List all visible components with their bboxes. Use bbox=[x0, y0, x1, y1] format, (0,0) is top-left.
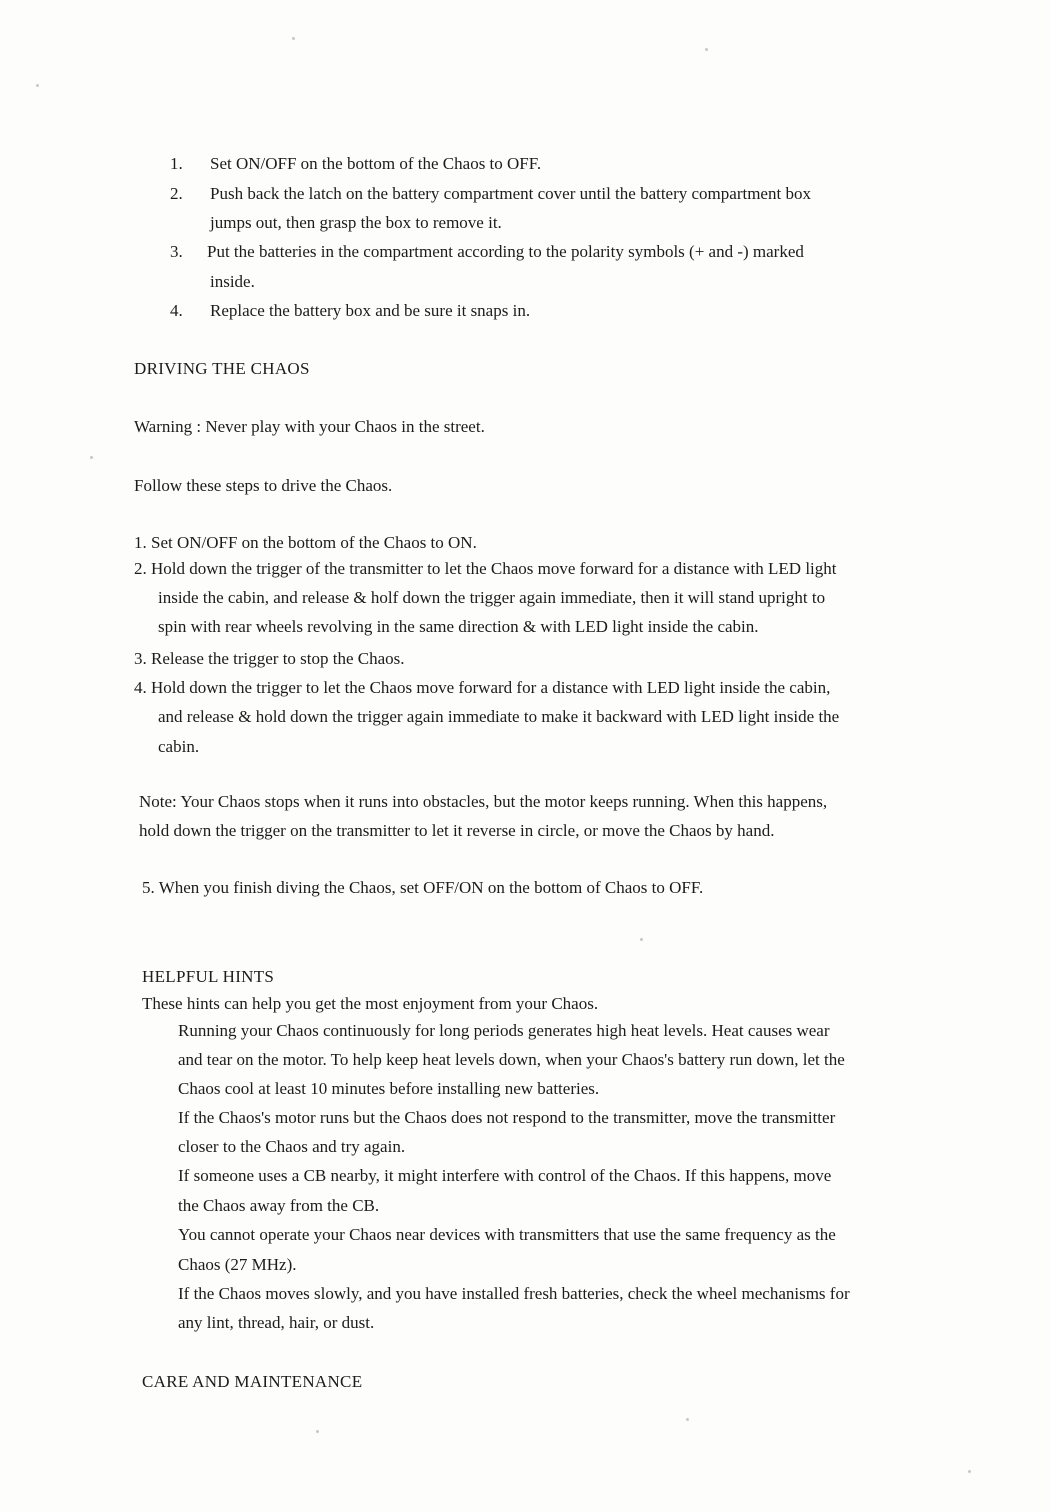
driving-step-line: 1. Set ON/OFF on the bottom of the Chaos to ON. bbox=[134, 533, 477, 552]
top-step-line: jumps out, then grasp the box to remove it. bbox=[210, 213, 502, 232]
hint-line: If someone uses a CB nearby, it might interfere with control of the Chaos. If this happens, move bbox=[178, 1166, 832, 1185]
driving-step-line: 2. Hold down the trigger of the transmitter to let the Chaos move forward for a distance with LED light bbox=[134, 559, 837, 578]
driving-step-5: 5. When you finish diving the Chaos, set OFF/ON on the bottom of Chaos to OFF. bbox=[142, 878, 704, 897]
driving-step-line: 4. Hold down the trigger to let the Chaos move forward for a distance with LED light inside the cabin, bbox=[134, 678, 831, 697]
hints-heading: HELPFUL HINTS bbox=[142, 967, 275, 986]
hint-line: closer to the Chaos and try again. bbox=[178, 1137, 406, 1156]
driving-warning: Warning : Never play with your Chaos in the street. bbox=[134, 417, 485, 436]
driving-step-line: and release & hold down the trigger again immediate to make it backward with LED light inside the bbox=[158, 707, 840, 726]
scan-speck bbox=[640, 938, 643, 941]
top-step-number: 2. bbox=[170, 184, 183, 203]
top-step-line: Replace the battery box and be sure it snaps in. bbox=[210, 301, 531, 320]
hint-line: If the Chaos's motor runs but the Chaos does not respond to the transmitter, move the transmitter bbox=[178, 1108, 836, 1127]
care-heading: CARE AND MAINTENANCE bbox=[142, 1372, 363, 1391]
top-step-number: 4. bbox=[170, 301, 183, 320]
top-step-line: Put the batteries in the compartment according to the polarity symbols (+ and -) marked bbox=[207, 242, 804, 261]
top-step-line: inside. bbox=[210, 272, 255, 291]
driving-step-line: spin with rear wheels revolving in the same direction & with LED light inside the cabin. bbox=[158, 617, 759, 636]
driving-note-line: Note: Your Chaos stops when it runs into obstacles, but the motor keeps running. When this happens, bbox=[139, 792, 828, 811]
hint-line: Chaos (27 MHz). bbox=[178, 1255, 297, 1274]
hint-line: You cannot operate your Chaos near devices with transmitters that use the same frequency as the bbox=[178, 1225, 836, 1244]
top-step-number: 3. bbox=[170, 242, 183, 261]
driving-heading: DRIVING THE CHAOS bbox=[134, 359, 310, 378]
driving-step-line: 3. Release the trigger to stop the Chaos. bbox=[134, 649, 405, 668]
driving-intro: Follow these steps to drive the Chaos. bbox=[134, 476, 393, 495]
scan-speck bbox=[705, 48, 708, 51]
hint-line: any lint, thread, hair, or dust. bbox=[178, 1313, 375, 1332]
hints-intro: These hints can help you get the most enjoyment from your Chaos. bbox=[142, 994, 599, 1013]
hint-line: the Chaos away from the CB. bbox=[178, 1196, 380, 1215]
scan-speck bbox=[316, 1430, 319, 1433]
scan-speck bbox=[90, 456, 93, 459]
scan-speck bbox=[292, 37, 295, 40]
hint-line: Chaos cool at least 10 minutes before installing new batteries. bbox=[178, 1079, 600, 1098]
top-step-number: 1. bbox=[170, 154, 183, 173]
driving-note-line: hold down the trigger on the transmitter to let it reverse in circle, or move the Chaos by hand. bbox=[139, 821, 775, 840]
scan-speck bbox=[968, 1470, 971, 1473]
hint-line: If the Chaos moves slowly, and you have installed fresh batteries, check the wheel mechanisms for bbox=[178, 1284, 850, 1303]
hint-line: Running your Chaos continuously for long periods generates high heat levels. Heat causes wear bbox=[178, 1021, 830, 1040]
top-step-line: Set ON/OFF on the bottom of the Chaos to OFF. bbox=[210, 154, 542, 173]
hint-line: and tear on the motor. To help keep heat levels down, when your Chaos's battery run down, let the bbox=[178, 1050, 845, 1069]
scan-speck bbox=[36, 84, 39, 87]
top-step-line: Push back the latch on the battery compartment cover until the battery compartment box bbox=[210, 184, 811, 203]
driving-step-line: cabin. bbox=[158, 737, 200, 756]
driving-step-line: inside the cabin, and release & holf down the trigger again immediate, then it will stand upright to bbox=[158, 588, 826, 607]
scan-speck bbox=[686, 1418, 689, 1421]
